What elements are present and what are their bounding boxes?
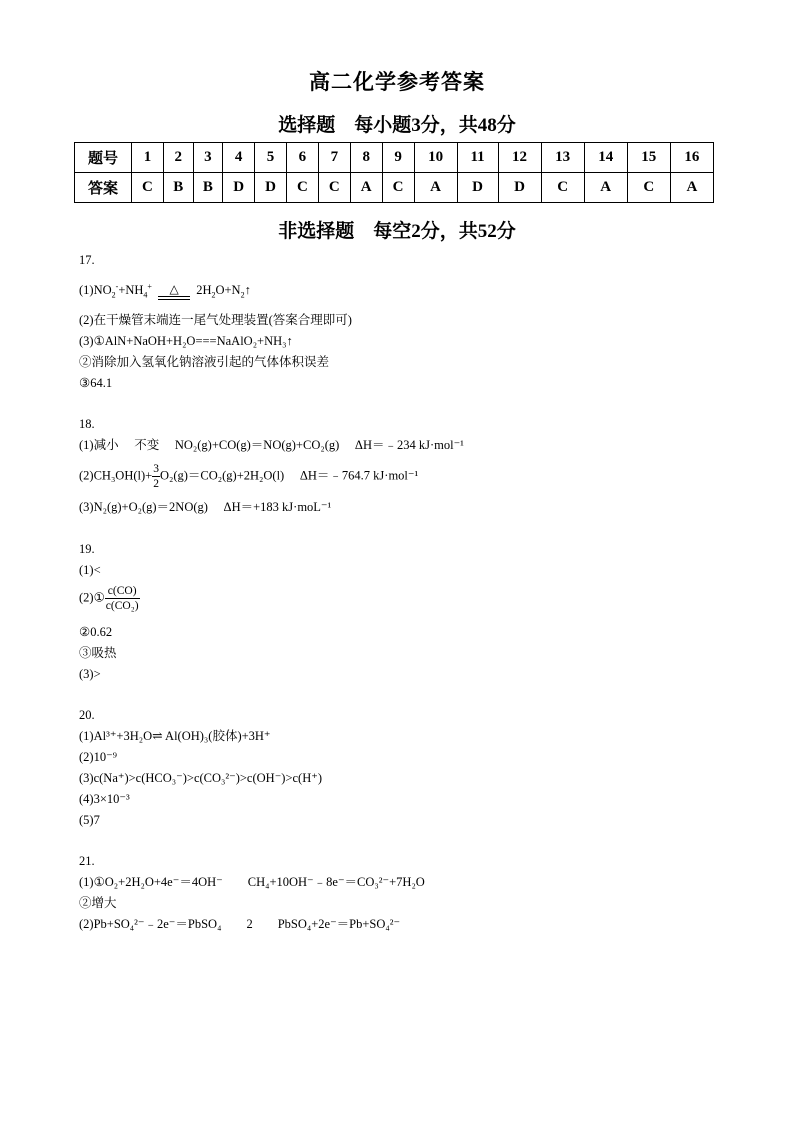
answer-line: (2)10⁻⁹ [79,750,118,764]
question-number-cell: 6 [286,143,318,173]
answer-cell: B [163,173,193,203]
answer-line: (1)< [79,563,101,577]
answer-cell: C [286,173,318,203]
answer-line: (1)减小 不变 NO₂(g)+CO(g)＝NO(g)+CO₂(g) ΔH＝﹣234 kJ·mol⁻¹ [79,438,464,452]
answer-cell: A [670,173,713,203]
question-number: 21. [79,854,95,868]
page-title: 高二化学参考答案 [309,70,485,94]
answer-line: (2)① $\frac{c(CO)}{\text{c(CO₂)}}$ [79,585,139,612]
question-number: 20. [79,708,95,722]
question-number-cell: 12 [498,143,541,173]
answer-line: (3)①AlN+NaOH+H₂O===NaAlO₂+NH₃↑ [79,334,293,348]
answer-line: (5)7 [79,813,100,827]
answer-line: ②消除加入氢氧化钠溶液引起的气体体积误差 [79,355,330,369]
question-number-cell: 16 [670,143,713,173]
fraction: $\frac{3}{2}$ [153,463,159,490]
heating-condition-symbol: △ [155,283,193,300]
question-number-cell: 11 [457,143,498,173]
answer-cell: D [498,173,541,203]
question-number: 17. [79,253,95,267]
answer-cell: D [255,173,287,203]
question-number-cell: 2 [163,143,193,173]
question-number: 18. [79,417,95,431]
question-number-cell: 14 [584,143,627,173]
answer-line: (2)CH₃OH(l)+ $\frac{3}{2}$ O₂(g)＝CO₂(g)+2H₂O(l) ΔH＝﹣764.7 kJ·mol⁻¹ [79,463,419,490]
row-label: 答案 [75,173,132,203]
question-number-cell: 3 [193,143,223,173]
answer-line: (2)Pb+SO₄²⁻﹣2e⁻＝PbSO₄ 2 PbSO₄+2e⁻＝Pb+SO₄²⁻ [79,917,401,931]
question-number-cell: 1 [132,143,164,173]
answer-cell: C [318,173,350,203]
answer-line: (3)N₂(g)+O₂(g)＝2NO(g) ΔH＝+183 kJ·moL⁻¹ [79,500,332,514]
answer-cell: C [132,173,164,203]
answer-cell: A [350,173,382,203]
question-number-row [75,143,714,173]
question-number-cell: 7 [318,143,350,173]
answer-line: ③吸热 [79,646,117,660]
answer-cell: A [584,173,627,203]
answer-cell: D [457,173,498,203]
answer-cell: A [414,173,457,203]
question-number-cell: 13 [541,143,584,173]
answer-line: (4)3×10⁻³ [79,792,130,806]
answer-row [75,173,714,203]
answer-line: (3)> [79,667,101,681]
question-number-cell: 8 [350,143,382,173]
question-number-cell: 10 [414,143,457,173]
answer-cell: B [193,173,223,203]
section-nonchoice-heading: 非选择题 每空2分，共52分 [278,221,516,242]
answer-line: ③64.1 [79,376,113,390]
question-number-cell: 5 [255,143,287,173]
question-number-cell: 4 [223,143,255,173]
answer-line: (1)Al³⁺+3H₂O⇌ Al(OH)₃(胶体)+3H⁺ [79,729,271,743]
question-number: 19. [79,542,95,556]
section-choice-heading: 选择题 每小题3分，共48分 [278,115,516,136]
answer-line: ②0.62 [79,625,113,639]
answer-line: $(1)NO_2^-+NH_4^+$ △ $2H_2O+N_2↑$ [79,281,251,300]
answer-cell: D [223,173,255,203]
answer-cell: C [382,173,414,203]
row-label: 题号 [75,143,132,173]
fraction: $\frac{c(CO)}{\text{c(CO₂)}}$ [105,585,139,612]
answer-line: ②增大 [79,896,117,910]
answer-line: (1)①O₂+2H₂O+4e⁻＝4OH⁻ CH₄+10OH⁻﹣8e⁻＝CO₃²⁻+7H₂O [79,875,425,889]
question-number-cell: 9 [382,143,414,173]
answer-line: (3)c(Na⁺)>c(HCO₃⁻)>c(CO₃²⁻)>c(OH⁻)>c(H⁺) [79,771,323,785]
answer-line: (2)在干燥管末端连一尾气处理装置(答案合理即可) [79,313,352,327]
answer-cell: C [627,173,670,203]
answer-table [74,142,714,203]
question-number-cell: 15 [627,143,670,173]
answer-cell: C [541,173,584,203]
